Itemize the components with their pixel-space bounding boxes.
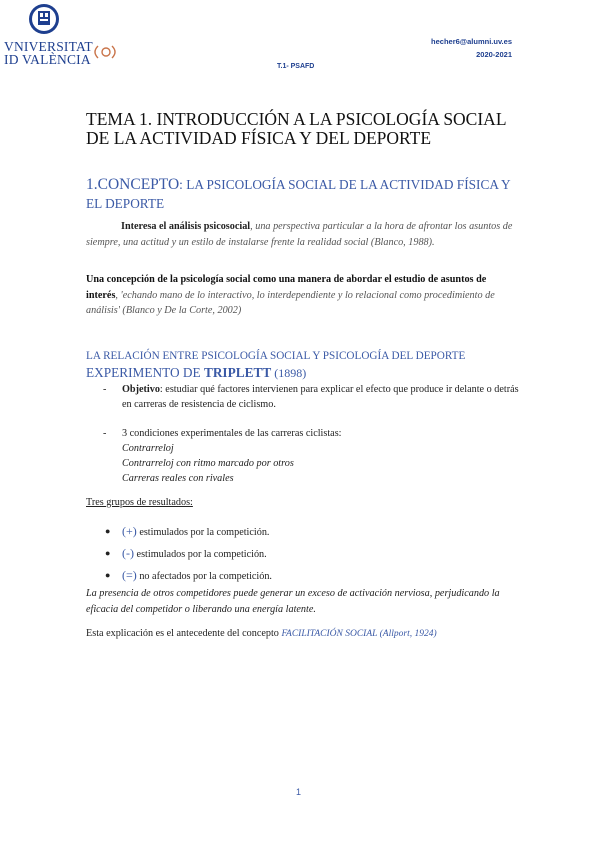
bullet-icon: ● — [105, 570, 111, 580]
experiment-list — [103, 382, 523, 486]
results-list — [105, 521, 505, 587]
dash-marker: - — [103, 384, 107, 395]
result-symbol: (=) — [122, 568, 137, 582]
bullet-icon: ● — [105, 526, 111, 536]
objective-text: : estudiar qué factores intervienen para explicar el efecto que produce ir delante o detrás en carreras de resistencia de ciclismo. — [122, 384, 519, 410]
result-item — [105, 521, 505, 543]
result-symbol: (+) — [122, 524, 137, 538]
conditions-text: 3 condiciones experimentales de las carreras ciclistas: — [122, 428, 342, 439]
objective-label: Objetivo — [122, 384, 160, 395]
condition-2: Contrarreloj con ritmo marcado por otros — [122, 458, 294, 469]
paragraph-2 — [86, 272, 518, 319]
condition-1: Contrarreloj — [122, 443, 174, 454]
p4-text: Esta explicación es el antecedente del concepto — [86, 628, 282, 639]
academic-year: 2020-2021 — [476, 50, 512, 59]
paragraph-3: La presencia de otros competidores puede generar un exceso de activación nerviosa, perjudicando la eficacia del competidor o liberando una energía latente. — [86, 588, 500, 615]
section-title: : LA PSICOLOGÍA SOCIAL DE LA ACTIVIDAD FÍSICA Y EL DEPORTE — [86, 177, 511, 211]
section-heading — [86, 175, 516, 213]
p1-bold: Interesa el análisis psicosocial — [121, 221, 251, 232]
university-line-2: ID VALÈNCIA — [4, 52, 91, 67]
p1-italic: , una perspectiva particular a la hora de afrontar los asuntos de siempre, una actitud y un estilo de instalarse frente la realidad social (Blanco, 1988). — [86, 221, 513, 248]
result-text: no afectados por la competición. — [136, 571, 272, 582]
subheading-experiment — [86, 365, 306, 381]
course-code: T.1- PSAFD — [277, 63, 315, 70]
results-heading: Tres grupos de resultados: — [86, 497, 193, 508]
paragraph-4 — [86, 626, 518, 643]
experiment-name: TRIPLETT — [203, 365, 272, 380]
email: hecher6@alumni.uv.es — [431, 37, 512, 46]
list-item-conditions — [103, 426, 523, 486]
section-number: 1.CONCEPTO — [86, 176, 180, 193]
bullet-icon: ● — [105, 548, 111, 558]
condition-3: Carreras reales con rivales — [122, 473, 234, 484]
university-name — [4, 40, 93, 66]
result-item — [105, 543, 505, 565]
paragraph-1 — [86, 219, 518, 250]
document-title: TEMA 1. INTRODUCCIÓN A LA PSICOLOGÍA SOCIAL DE LA ACTIVIDAD FÍSICA Y DEL DEPORTE — [86, 109, 506, 148]
list-item-objective — [103, 382, 523, 412]
result-text: estimulados por la competición. — [136, 527, 270, 538]
p2-bold: Una concepción de la psicología social como una manera de abordar el estudio de asuntos de interés — [86, 274, 487, 301]
university-line-1: VNIVERSITAT — [4, 39, 93, 54]
page-number: 1 — [296, 787, 302, 797]
p2-italic: , 'echando mano de lo interactivo, lo interdependiente y lo relacional como procedimiento de análisis' (Blanco y De la Corte, 2002) — [86, 289, 495, 316]
header-right — [431, 35, 512, 61]
facilitacion-social-reference: FACILITACIÓN SOCIAL (Allport, 1924) — [281, 629, 437, 639]
dash-marker: - — [103, 428, 107, 439]
result-symbol: (-) — [122, 546, 134, 560]
experiment-prefix: EXPERIMENTO DE — [86, 365, 204, 380]
result-item — [105, 565, 505, 587]
experiment-year: (1898) — [271, 366, 307, 380]
result-text: estimulados por la competición. — [134, 549, 267, 560]
subheading-relation: LA RELACIÓN ENTRE PSICOLOGÍA SOCIAL Y PSICOLOGÍA DEL DEPORTE — [86, 350, 466, 362]
